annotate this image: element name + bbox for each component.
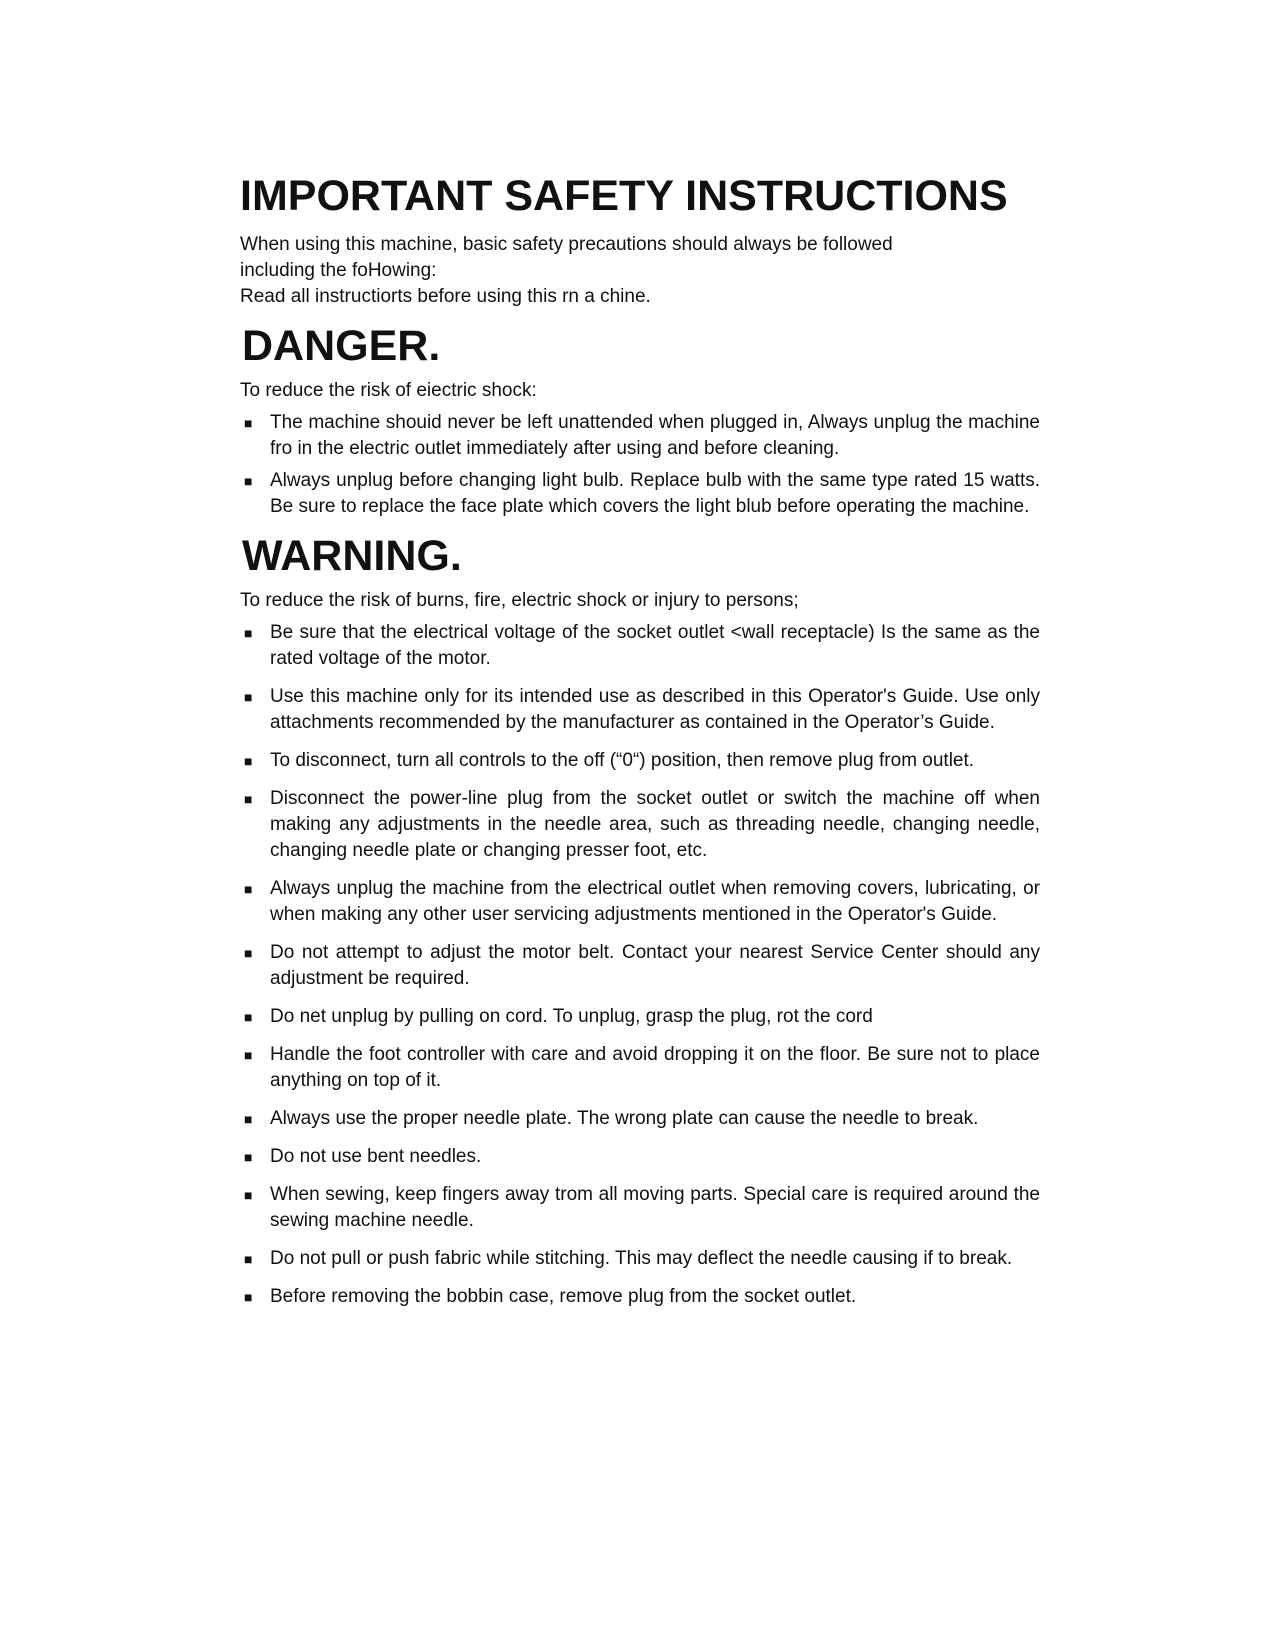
danger-heading: DANGER. — [242, 322, 441, 370]
list-item — [240, 1284, 1040, 1310]
list-item — [240, 1144, 1040, 1170]
bullet-icon: ■ — [244, 415, 253, 431]
list-item — [240, 1004, 1040, 1030]
list-item — [240, 468, 1040, 520]
document-page — [240, 168, 1040, 1322]
bullet-icon: ■ — [244, 753, 253, 769]
list-item-text: The machine shouid never be left unattended when plugged in, Always unplug the machine fro in the electric outlet immediately after using and before cleaning. — [270, 412, 1040, 459]
warning-heading: WARNING. — [242, 532, 462, 580]
list-item-text: Be sure that the electrical voltage of the socket outlet <wall receptacle) Is the same as the rated voltage of the motor. — [270, 622, 1040, 669]
list-item — [240, 876, 1040, 928]
danger-list — [240, 410, 1040, 520]
list-item-text: Always use the proper needle plate. The wrong plate can cause the needle to break. — [270, 1108, 979, 1129]
list-item-text: Do net unplug by pulling on cord. To unplug, grasp the plug, rot the cord — [270, 1006, 873, 1027]
warning-list — [240, 620, 1040, 1310]
list-item-text: Do not pull or push fabric while stitching. This may deflect the needle causing if to break. — [270, 1248, 1013, 1269]
bullet-icon: ■ — [244, 1111, 253, 1127]
bullet-icon: ■ — [244, 1251, 253, 1267]
bullet-icon: ■ — [244, 1289, 253, 1305]
intro-line-1: When using this machine, basic safety precautions should always be followed — [240, 234, 893, 255]
intro-line-2: including the foHowing: — [240, 260, 437, 281]
list-item-text: Always unplug the machine from the electrical outlet when removing covers, lubricating, or when making any other user servicing adjustments mentioned in the Operator's Guide. — [270, 878, 1040, 925]
intro-line-3: Read all instructiorts before using this rn a chine. — [240, 286, 651, 307]
list-item — [240, 620, 1040, 672]
list-item-text: Disconnect the power-line plug from the socket outlet or switch the machine off when making any adjustments in the needle area, such as threading needle, changing needle, changing needle plate or changing presser foot, etc. — [270, 788, 1040, 861]
list-item-text: When sewing, keep fingers away trom all moving parts. Special care is required around the sewing machine needle. — [270, 1184, 1040, 1231]
bullet-icon: ■ — [244, 1009, 253, 1025]
danger-lead: To reduce the risk of eiectric shock: — [240, 380, 537, 401]
list-item — [240, 940, 1040, 992]
bullet-icon: ■ — [244, 945, 253, 961]
bullet-icon: ■ — [244, 689, 253, 705]
list-item-text: Use this machine only for its intended use as described in this Operator's Guide. Use only attachments recommended by the manufacturer as contained in the Operator’s Guide. — [270, 686, 1040, 733]
list-item-text: Do not use bent needles. — [270, 1146, 482, 1167]
list-item — [240, 1106, 1040, 1132]
list-item — [240, 410, 1040, 462]
list-item-text: Do not attempt to adjust the motor belt. Contact your nearest Service Center should any adjustment be required. — [270, 942, 1040, 989]
bullet-icon: ■ — [244, 881, 253, 897]
list-item-text: Handle the foot controller with care and avoid dropping it on the floor. Be sure not to place anything on top of it. — [270, 1044, 1040, 1091]
bullet-icon: ■ — [244, 791, 253, 807]
list-item — [240, 748, 1040, 774]
list-item — [240, 684, 1040, 736]
page-title: IMPORTANT SAFETY INSTRUCTIONS — [240, 172, 1008, 220]
list-item — [240, 1042, 1040, 1094]
list-item — [240, 1182, 1040, 1234]
bullet-icon: ■ — [244, 625, 253, 641]
warning-lead: To reduce the risk of burns, fire, electric shock or injury to persons; — [240, 590, 799, 611]
list-item-text: To disconnect, turn all controls to the off (“0“) position, then remove plug from outlet. — [270, 750, 975, 771]
intro-block — [240, 232, 1040, 310]
list-item — [240, 1246, 1040, 1272]
bullet-icon: ■ — [244, 473, 253, 489]
bullet-icon: ■ — [244, 1149, 253, 1165]
bullet-icon: ■ — [244, 1047, 253, 1063]
list-item-text: Always unplug before changing light bulb. Replace bulb with the same type rated 15 watts. Be sure to replace the face plate which covers the light blub before operating the machine. — [270, 470, 1040, 517]
list-item — [240, 786, 1040, 864]
bullet-icon: ■ — [244, 1187, 253, 1203]
list-item-text: Before removing the bobbin case, remove plug from the socket outlet. — [270, 1286, 857, 1307]
